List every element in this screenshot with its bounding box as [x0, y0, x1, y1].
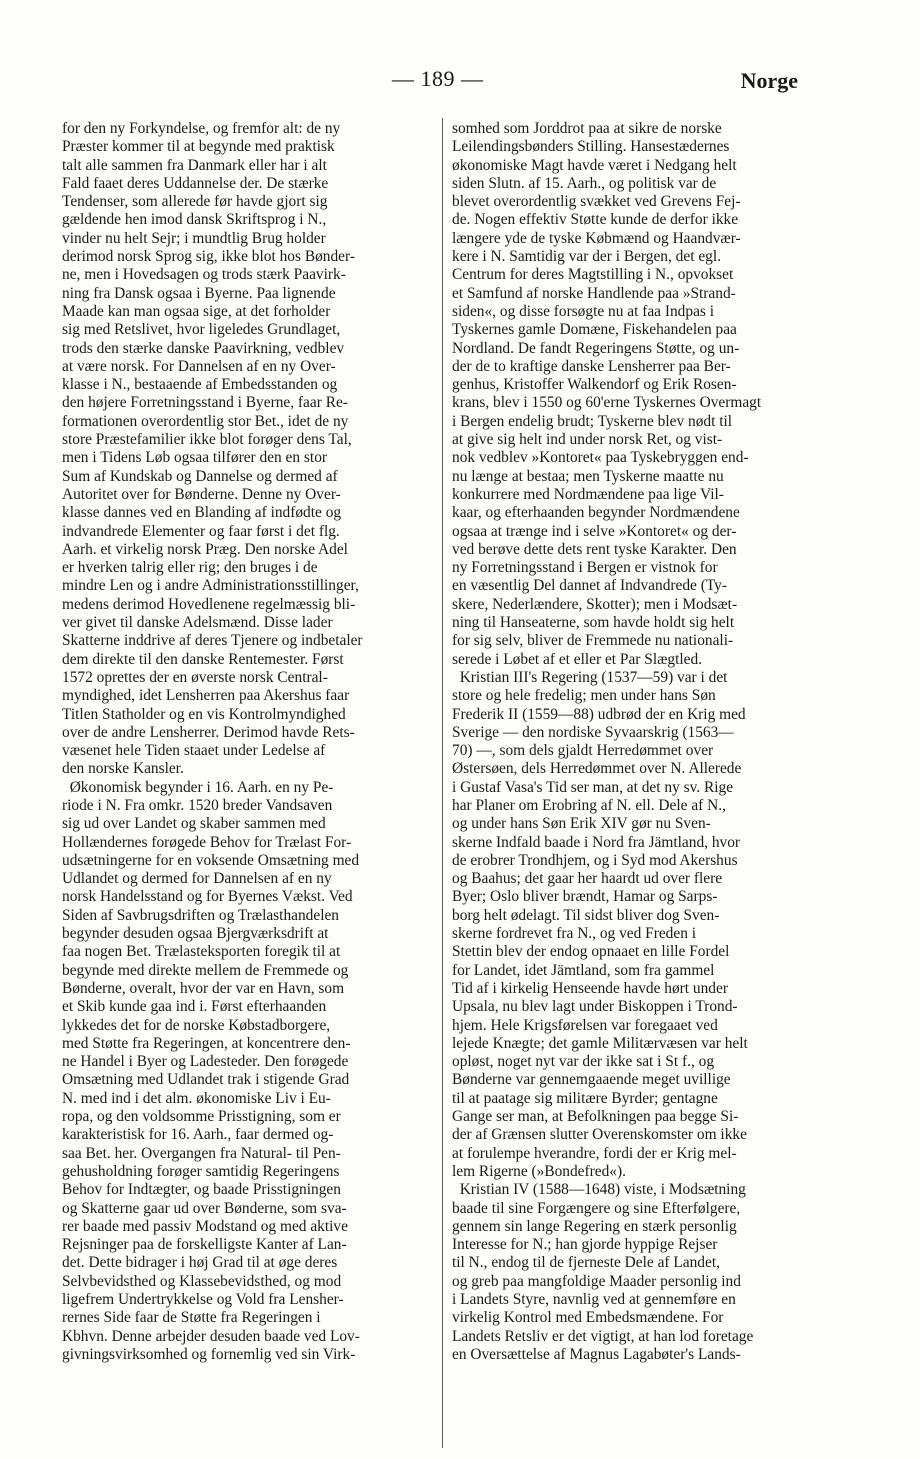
text-line: Udlandet og dermed for Dannelsen af en ny [62, 870, 332, 888]
text-line: skerne fordrevet fra N., og ved Freden i [452, 925, 697, 943]
text-line: karakteristisk for 16. Aarh., faar dermed og- [62, 1126, 334, 1144]
text-line: længere yde de tyske Købmænd og Haandvær- [452, 229, 741, 247]
text-line: sig med Retslivet, hvor ligeledes Grundlaget, [62, 321, 341, 339]
text-line: serede i Løbet af et eller et Par Slægtled. [452, 650, 703, 668]
text-line: somhed som Jorddrot paa at sikre de norske [452, 120, 722, 137]
text-line: med Støtte fra Regeringen, at koncentrere den- [62, 1034, 351, 1052]
text-line: formationen overordentlig stor Bet., idet de ny [62, 412, 349, 430]
text-line: genhus, Kristoffer Walkendorf og Erik Rosen- [452, 376, 737, 394]
text-line: Kristian III's Regering (1537—59) var i det [452, 668, 728, 686]
text-line: ning fra Dansk ogsaa i Byerne. Paa lignende [62, 284, 336, 302]
text-line: Sum af Kundskab og Dannelse og dermed af [62, 467, 338, 485]
page-number: — 189 — [392, 66, 484, 91]
text-line: Centrum for deres Magtstilling i N., opvokset [452, 266, 734, 284]
text-line: er hverken talrig eller rig; den bruges i de [62, 559, 318, 577]
text-line: faa nogen Bet. Trælasteksporten foregik til at [62, 943, 341, 961]
text-line: Tid af i kirkelig Henseende havde hørt under [452, 979, 728, 997]
text-line: dem direkte til den danske Rentemester. Først [62, 650, 344, 668]
text-line: Hollændernes forøgede Behov for Trælast For- [62, 833, 352, 851]
text-line: klasse i N., bestaaende af Embedsstanden og [62, 376, 338, 394]
text-line: ver givet til danske Adelsmænd. Disse lader [62, 614, 333, 632]
text-line: har Planer om Erobring af N. ell. Dele af N., [452, 796, 726, 814]
text-line: 1572 oprettes der en øverste norsk Central- [62, 668, 328, 686]
text-line: der de to kraftige danske Lensherrer paa Ber- [452, 357, 731, 375]
text-line: skere, Nederlændere, Skotter); men i Modsæt- [452, 595, 738, 613]
text-line: skerne Indfald baade i Nord fra Jämtland, hvor [452, 833, 741, 851]
text-line: at give sig helt ind under norsk Ret, og vist- [452, 431, 723, 449]
text-line: kere i N. Samtidig var der i Bergen, det egl. [452, 248, 721, 266]
text-line: Kbhvn. Denne arbejder desuden baade ved Lov- [62, 1327, 360, 1345]
text-line: Tendenser, som allerede før havde gjort sig [62, 193, 328, 211]
text-line: de erobrer Trondhjem, og i Syd mod Akershus [452, 851, 738, 869]
text-line: siden Slutn. af 15. Aarh., og politisk var de [452, 174, 717, 192]
text-line: det. Dette bidrager i høj Grad til at øge deres [62, 1254, 338, 1272]
text-line: opløst, noget nyt var der ikke sat i St f., og [452, 1053, 715, 1071]
text-line: sig ud over Landet og skaber sammen med [62, 815, 326, 833]
text-line: Sverige — den nordiske Syvaarskrig (1563— [452, 723, 734, 741]
text-line: myndighed, idet Lensherren paa Akershus faar [62, 687, 350, 705]
text-line: et Samfund af norske Handlende paa »Strand- [452, 284, 736, 302]
text-line: lykkedes det for de norske Købstadborgere, [62, 1016, 331, 1034]
text-line: for Landet, idet Jämtland, som fra gammel [452, 961, 715, 979]
text-line: Østersøen, dels Herredømmet over N. Allerede [452, 760, 742, 778]
text-line: i Landets Styre, navnlig ved at gennemføre en [452, 1291, 736, 1308]
text-line: ny Forretningsstand i Bergen er vistnok for [452, 559, 718, 577]
text-line: Maade kan man ogsaa sige, at det forholder [62, 302, 331, 320]
text-line: Titlen Statholder og en vis Kontrolmyndighed [62, 705, 346, 723]
text-line: Byer; Oslo bliver brændt, Hamar og Sarps- [452, 888, 718, 906]
text-line: en Oversættelse af Magnus Lagabøter's Lands- [452, 1345, 741, 1363]
text-line: og Skatterne gaar ud over Bønderne, som sva- [62, 1199, 347, 1217]
text-line: krans, blev i 1550 og 60'erne Tyskernes Overmagt [452, 394, 762, 412]
text-line: ne Handel i Byer og Ladesteder. Den forøgede [62, 1053, 349, 1071]
text-line: økonomiske Magt havde været i Nedgang helt [452, 156, 737, 174]
text-line: lem Rigerne (»Bondefred«). [452, 1162, 626, 1180]
text-line: indvandrede Elementer og faar først i det flg. [62, 522, 340, 540]
text-line: blevet overordentlig svækket ved Grevens Fej- [452, 193, 741, 211]
text-line: der af Grænsen slutter Overenskomster om ikke [452, 1126, 747, 1144]
text-line: Aarh. et virkelig norsk Præg. Den norske Adel [62, 540, 348, 558]
text-line: gennem sin lange Regering en stærk personlig [452, 1217, 737, 1235]
text-line: at forulempe hverandre, fordi der er Krig mel- [452, 1144, 737, 1162]
text-line: baade til sine Forgængere og sine Efterfølgere, [452, 1199, 741, 1217]
text-line: vinder nu helt Sejr; i mundtlig Brug holder [62, 229, 326, 247]
text-line: ogsaa at trænge ind i selve »Kontoret« og der- [452, 522, 737, 540]
text-line: riode i N. Fra omkr. 1520 breder Vandsaven [62, 796, 333, 814]
text-line: Fald faaet deres Uddannelse der. De stærke [62, 174, 329, 192]
text-line: i Bergen endelig brudt; Tyskerne blev nødt til [452, 412, 733, 430]
text-line: men i Tidens Løb ogsaa tilfører den en stor [62, 449, 328, 467]
text-line: store Præstefamilier ikke blot forøger dens Tal, [62, 431, 352, 449]
text-line: Nordland. De fandt Regeringens Støtte, og un- [452, 339, 740, 357]
text-line: Bønderne, overalt, hvor der var en Havn, som [62, 979, 345, 997]
text-line: til at paatage sig militære Byrder; gentagne [452, 1089, 718, 1107]
text-line: Siden af Savbrugsdriften og Trælasthandelen [62, 906, 340, 924]
text-line: til N., endog til de fjerneste Dele af Landet, [452, 1254, 720, 1272]
text-line: over de andre Lensherrer. Derimod havde Rets- [62, 723, 355, 741]
text-line: gældende hen imod dansk Skriftsprog i N., [62, 211, 327, 229]
text-line: 70) —, som dels gjaldt Herredømmet over [452, 742, 714, 760]
text-line: Gange ser man, at Befolkningen paa begge Si- [452, 1108, 739, 1126]
text-line: Skatterne inddrive af deres Tjenere og indbetaler [62, 632, 363, 650]
text-line: Økonomisk begynder i 16. Aarh. en ny Pe- [62, 778, 334, 796]
text-line: hjem. Hele Krigsførelsen var foregaaet ved [452, 1016, 718, 1034]
text-line: medens derimod Hovedlenene regelmæssig bli- [62, 595, 356, 613]
text-line: Bønderne var gennemgaaende meget uvillige [452, 1071, 731, 1089]
text-line: konkurrere med Nordmændene paa lige Vil- [452, 485, 724, 503]
text-line: et Skib kunde gaa ind i. Først efterhaanden [62, 998, 327, 1016]
text-line: Rejsninger paa de forskelligste Kanter af Lan- [62, 1236, 347, 1254]
text-line: Landets Retsliv er det vigtigt, at han lod foretage [452, 1327, 754, 1345]
text-line: givningsvirksomhed og fornemlig ved sin Virk- [62, 1345, 356, 1363]
text-line: N. med ind i det alm. økonomiske Liv i Eu- [62, 1089, 331, 1107]
page-header [0, 62, 920, 102]
text-line: nu længe at bestaa; men Tyskerne maatte nu [452, 467, 724, 485]
text-line: siden«, og disse forsøgte nu at faa Indpas i [452, 302, 715, 320]
text-line: ved berøve dette dets rent tyske Karakter. Den [452, 540, 737, 558]
text-line: norsk Handelsstand og for Byernes Vækst. Ved [62, 888, 353, 906]
text-line: Selvbevidsthed og Klassebevidsthed, og mod [62, 1272, 342, 1290]
text-line: Behov for Indtægter, og baade Prisstigningen [62, 1181, 341, 1199]
text-line: begynder desuden ogsaa Bjergværksdrift at [62, 925, 329, 943]
text-line: saa Bet. her. Overgangen fra Natural- til Pen- [62, 1144, 341, 1162]
text-line: mindre Len og i andre Administrationsstillinger, [62, 577, 359, 595]
text-line: og Baahus; det gaar her haardt ud over flere [452, 870, 723, 888]
text-line: ning til Hanseaterne, som havde holdt sig helt [452, 614, 735, 632]
text-line: Kristian IV (1588—1648) viste, i Modsætning [452, 1181, 746, 1199]
text-line: begynde med direkte mellem de Fremmede og [62, 961, 349, 979]
text-line: Stettin blev der endog opnaaet en lille Fordel [452, 943, 730, 961]
running-head: Norge [740, 68, 798, 93]
text-line: udsætningerne for en voksende Omsætning med [62, 851, 360, 869]
text-line: store og hele fredelig; men under hans Søn [452, 687, 716, 705]
text-line: klasse dannes ved en Blanding af indfødte og [62, 504, 342, 522]
text-line: trods den stærke danske Paavirkning, vedblev [62, 339, 345, 357]
text-line: den højere Forretningsstand i Byerne, faar Re- [62, 394, 348, 412]
text-line: den norske Kansler. [62, 760, 184, 778]
text-line: rer baade med passiv Modstand og med aktive [62, 1217, 348, 1235]
text-line: ligefrem Undertrykkelse og Vold fra Lensher- [62, 1291, 344, 1308]
text-line: Leilendingsbønders Stilling. Hansestædernes [452, 138, 730, 156]
text-line: nok vedblev »Kontoret« paa Tyskebryggen end- [452, 449, 749, 467]
text-line: virkelig Kontrol med Embedsmændene. For [452, 1309, 724, 1327]
text-line: Frederik II (1559—88) udbrød der en Krig med [452, 705, 746, 723]
text-line: Interesse for N.; han gjorde hyppige Rejser [452, 1236, 718, 1254]
text-line: lejede Knægte; det gamle Militærvæsen var helt [452, 1034, 748, 1052]
left-column [62, 120, 434, 1364]
text-line: en væsentlig Del dannet af Indvandrede (Ty- [452, 577, 728, 595]
text-line: gehusholdning forøger samtidig Regeringens [62, 1162, 340, 1180]
text-line: Autoritet over for Bønderne. Denne ny Over- [62, 485, 341, 503]
text-line: Omsætning med Udlandet trak i stigende Grad [62, 1071, 350, 1089]
right-column [452, 120, 830, 1364]
text-line: talt alle sammen fra Danmark eller har i alt [62, 156, 327, 174]
text-line: kaar, og efterhaanden begynder Nordmændene [452, 504, 740, 522]
text-line: for den ny Forkyndelse, og fremfor alt: de ny [62, 120, 341, 137]
text-line: ropa, og den voldsomme Prisstigning, som er [62, 1108, 341, 1126]
text-line: væsenet hele Tiden staaet under Ledelse af [62, 742, 326, 760]
text-line: Upsala, nu blev lagt under Biskoppen i Trond- [452, 998, 738, 1016]
text-line: borg helt ødelagt. Til sidst bliver dog Sven- [452, 906, 720, 924]
text-line: Tyskernes gamle Domæne, Fiskehandelen paa [452, 321, 737, 339]
text-line: ne, men i Hovedsagen og trods stærk Paavirk- [62, 266, 346, 284]
text-line: i Gustaf Vasa's Tid ser man, at det ny sv. Rige [452, 778, 734, 796]
text-line: for sig selv, bliver de Fremmede nu nationali- [452, 632, 734, 650]
text-line: at være norsk. For Dannelsen af en ny Over- [62, 357, 336, 375]
text-line: og greb paa mangfoldige Maader personlig ind [452, 1272, 741, 1290]
text-line: rernes Side faar de Støtte fra Regeringen i [62, 1309, 321, 1327]
text-line: Præster kommer til at begynde med praktisk [62, 138, 335, 156]
text-line: de. Nogen effektiv Støtte kunde de derfor ikke [452, 211, 739, 229]
text-line: derimod norsk Sprog sig, ikke blot hos Bønder- [62, 248, 355, 266]
column-divider [442, 118, 443, 1448]
text-line: og under hans Søn Erik XIV gør nu Sven- [452, 815, 711, 833]
